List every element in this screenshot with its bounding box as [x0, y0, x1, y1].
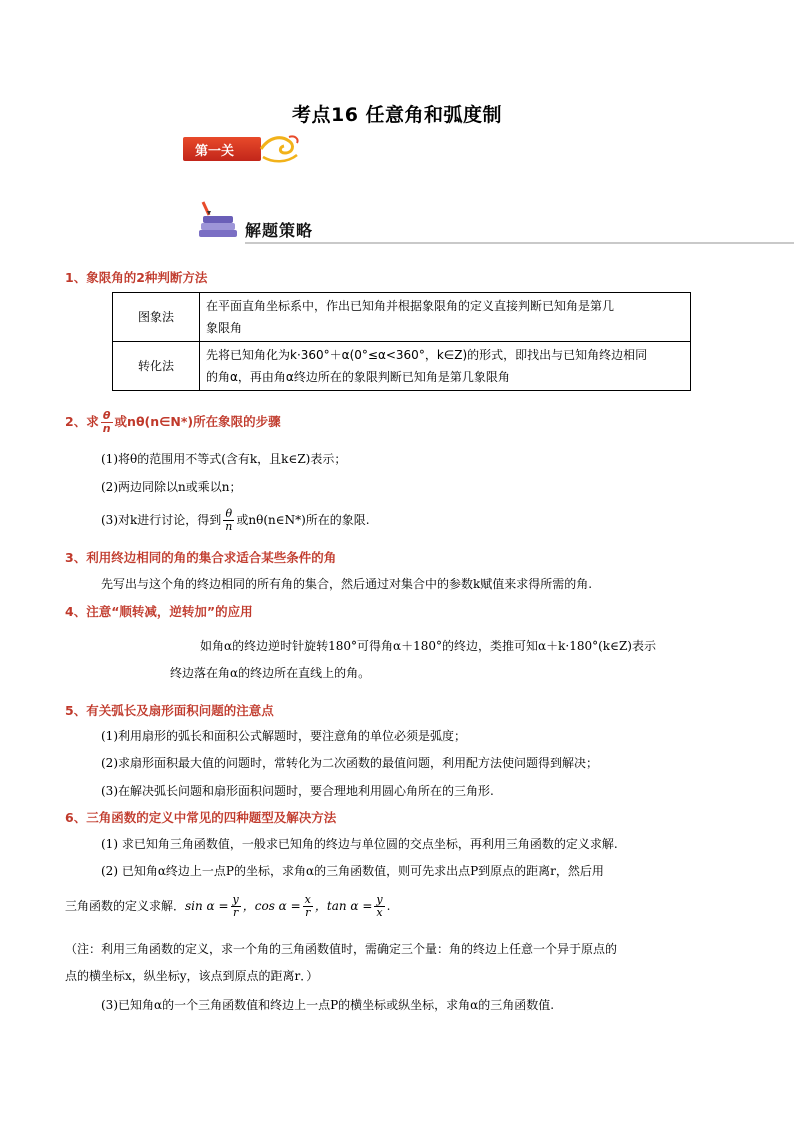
page-title: 考点16 任意角和弧度制: [291, 104, 503, 126]
item-3: (3)已知角α的一个三角函数值和终边上一点P的横坐标或纵坐标，求角α的三角函数值.: [101, 998, 555, 1012]
section-1-heading: 1、象限角的2种判断方法: [65, 270, 208, 285]
formula-end: .: [386, 899, 391, 913]
cos-num: x: [304, 893, 311, 906]
note-line1: （注：利用三角函数的定义，求一个角的三角函数值时，需确定三个量：角的终边上任意一个异于原点的: [65, 942, 618, 956]
step-3-pre: (3)对k进行讨论，得到: [101, 513, 222, 527]
cos-den: r: [305, 906, 311, 919]
step-2: (2)两边同除以n或乘以n；: [101, 480, 242, 494]
section-4-line2: 终边落在角α的终边所在直线上的角。: [170, 666, 371, 680]
tan-num: y: [376, 893, 383, 906]
frac-num: θ: [223, 508, 234, 521]
section-5-heading: 5、有关弧长及扇形面积问题的注意点: [65, 703, 274, 718]
frac-den: n: [225, 520, 233, 533]
strategy-label: 解题策略: [245, 221, 314, 240]
tan-den: x: [376, 906, 383, 919]
item-2: (2) 已知角α终边上一点P的坐标，求角α的三角函数值，则可先求出点P到原点的距离r，然后用: [101, 864, 604, 878]
table-row: [113, 342, 691, 391]
section-3-heading: 3、利用终边相同的角的集合求适合某些条件的角: [65, 550, 337, 565]
item-2-cont: 三角函数的定义求解．: [65, 899, 186, 913]
banner-label: 第一关: [195, 144, 235, 159]
sin-den: r: [233, 906, 239, 919]
books-pencil-icon: [195, 200, 243, 244]
item-1: (1) 求已知角三角函数值，一般求已知角的终边与单位圆的交点坐标，再利用三角函数的定义求解.: [101, 837, 618, 851]
section-3-text: 先写出与这个角的终边相同的所有角的集合，然后通过对集合中的参数k赋值来求得所需的角.: [101, 577, 593, 591]
section-4-heading: 4、注意“顺转减，逆转加”的应用: [65, 604, 253, 619]
section-6-heading: 6、三角函数的定义中常见的四种题型及解决方法: [65, 810, 337, 825]
note-line2: 点的横坐标x，纵坐标y，该点到原点的距离r．）: [65, 969, 319, 983]
list-item: (2)求扇形面积最大值的问题时，常转化为二次函数的最值问题，利用配方法使问题得到解决；: [101, 756, 599, 770]
row-text-line2: 的角α，再由角α终边所在的象限判断已知角是第几象限角: [206, 370, 510, 384]
section-2-heading: [65, 410, 281, 435]
row-label: 转化法: [113, 342, 200, 391]
step-1: (1)将θ的范围用不等式(含有k，且k∈Z)表示；: [101, 452, 347, 466]
list-item: (3)在解决弧长问题和扇形面积问题时，要合理地利用圆心角所在的三角形.: [101, 784, 494, 798]
step-3: [101, 508, 370, 533]
strategy-header: [190, 200, 794, 248]
row-label: 图象法: [113, 293, 200, 342]
level-banner: [183, 131, 303, 169]
sin-label: sin α =: [185, 899, 229, 913]
cos-label: ，cos α =: [242, 899, 301, 913]
row-text-line1: 在平面直角坐标系中，作出已知角并根据象限角的定义直接判断已知角是第几: [206, 299, 615, 313]
strategy-divider: [245, 242, 794, 244]
row-text-line2: 象限角: [206, 321, 243, 335]
method-table: [112, 292, 691, 391]
sin-num: y: [232, 893, 239, 906]
swirl-decoration-icon: [259, 131, 303, 169]
tan-label: ，tan α =: [314, 899, 373, 913]
section-4-line1: 如角α的终边逆时针旋转180°可得角α＋180°的终边，类推可知α＋k·180°(k∈Z)表示: [200, 639, 656, 653]
row-text-line1: 先将已知角化为k·360°＋α(0°≤α<360°，k∈Z)的形式，即找出与已知角终边相同: [206, 348, 648, 362]
table-row: [113, 293, 691, 342]
frac-num: θ: [101, 410, 113, 423]
formula-line: [65, 894, 390, 919]
step-3-post: 或nθ(n∈N*)所在的象限.: [236, 513, 370, 527]
frac-den: n: [102, 422, 111, 435]
heading-post: 或nθ(n∈N*)所在象限的步骤: [114, 414, 281, 429]
heading-pre: 2、求: [65, 414, 99, 429]
list-item: (1)利用扇形的弧长和面积公式解题时，要注意角的单位必须是弧度；: [101, 729, 467, 743]
